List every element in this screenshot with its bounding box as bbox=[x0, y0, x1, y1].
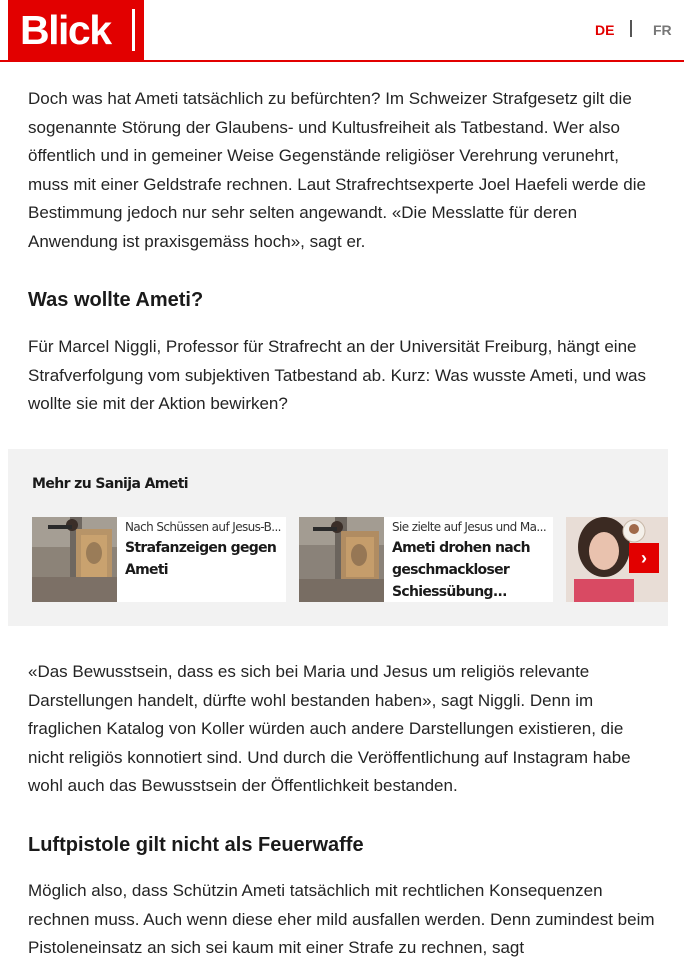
blick-logo[interactable] bbox=[8, 0, 144, 60]
related-card-1-image bbox=[32, 517, 117, 602]
related-card-2-title: Ameti drohen nach geschmackloser Schiessübung... bbox=[392, 540, 530, 600]
related-articles-box bbox=[8, 449, 668, 626]
article-paragraph-2: Für Marcel Niggli, Professor für Strafrecht an der Universität Freiburg, hängt eine Strafverfolgung vom subjektiven Tatbestand ab. Kurz: Was wusste Ameti, und was wollte sie mit der Aktion bewirken? bbox=[28, 337, 646, 413]
logo-bar bbox=[132, 9, 135, 51]
carousel-next-button[interactable] bbox=[629, 543, 659, 573]
related-card-2-image bbox=[299, 517, 384, 602]
subheading-luftpistole: Luftpistole gilt nicht als Feuerwaffe bbox=[28, 834, 364, 856]
language-de-link[interactable]: DE bbox=[595, 22, 615, 38]
chevron-right-icon: › bbox=[641, 548, 647, 568]
related-card-1-kicker: Nach Schüssen auf Jesus-B... bbox=[125, 520, 281, 534]
subheading-was-wollte-ameti: Was wollte Ameti? bbox=[28, 289, 204, 311]
article-paragraph-3: «Das Bewusstsein, dass es sich bei Maria und Jesus um religiös relevante Darstellungen handelt, dürfte wohl bestanden haben», sagt Niggli. Denn im fraglichen Katalog von Koller würden auch andere Darstellungen existieren, die nicht religiös konnotiert sind. Und durch die Veröffentlichung auf Instagram habe wohl auch das Bewusstsein der Öffentlichkeit bestanden. bbox=[28, 662, 631, 795]
language-fr-link[interactable]: FR bbox=[653, 22, 672, 38]
related-card-2-kicker: Sie zielte auf Jesus und Ma... bbox=[392, 520, 547, 534]
logo-text: Blick bbox=[20, 7, 111, 53]
related-card-1-title: Strafanzeigen gegen Ameti bbox=[125, 540, 277, 578]
article-paragraph-1: Doch was hat Ameti tatsächlich zu befürchten? Im Schweizer Strafgesetz gilt die sogenannte Störung der Glaubens- und Kultusfreiheit als Tatbestand. Wer also öffentlich und in gemeiner Weise Gegenstände religiöser Verehrung verunehrt, muss mit einer Geldstrafe rechnen. Laut Strafrechtsexperte Joel Haefeli werde die Bestimmung jedoch nur sehr selten angewandt. «Die Messlatte für deren Anwendung ist praxisgemäss hoch», sagt er. bbox=[28, 89, 646, 251]
related-title: Mehr zu Sanija Ameti bbox=[32, 476, 188, 492]
site-header bbox=[0, 0, 684, 62]
related-card-2[interactable] bbox=[299, 517, 553, 602]
related-card-1[interactable] bbox=[32, 517, 286, 602]
language-separator bbox=[630, 20, 632, 37]
article-paragraph-4: Möglich also, dass Schützin Ameti tatsächlich mit rechtlichen Konsequenzen rechnen muss. Auch wenn diese eher mild ausfallen werden. Denn zumindest beim Pistoleneinsatz an sich sei kaum mit einer Strafe zu rechnen, sagt bbox=[28, 881, 655, 957]
